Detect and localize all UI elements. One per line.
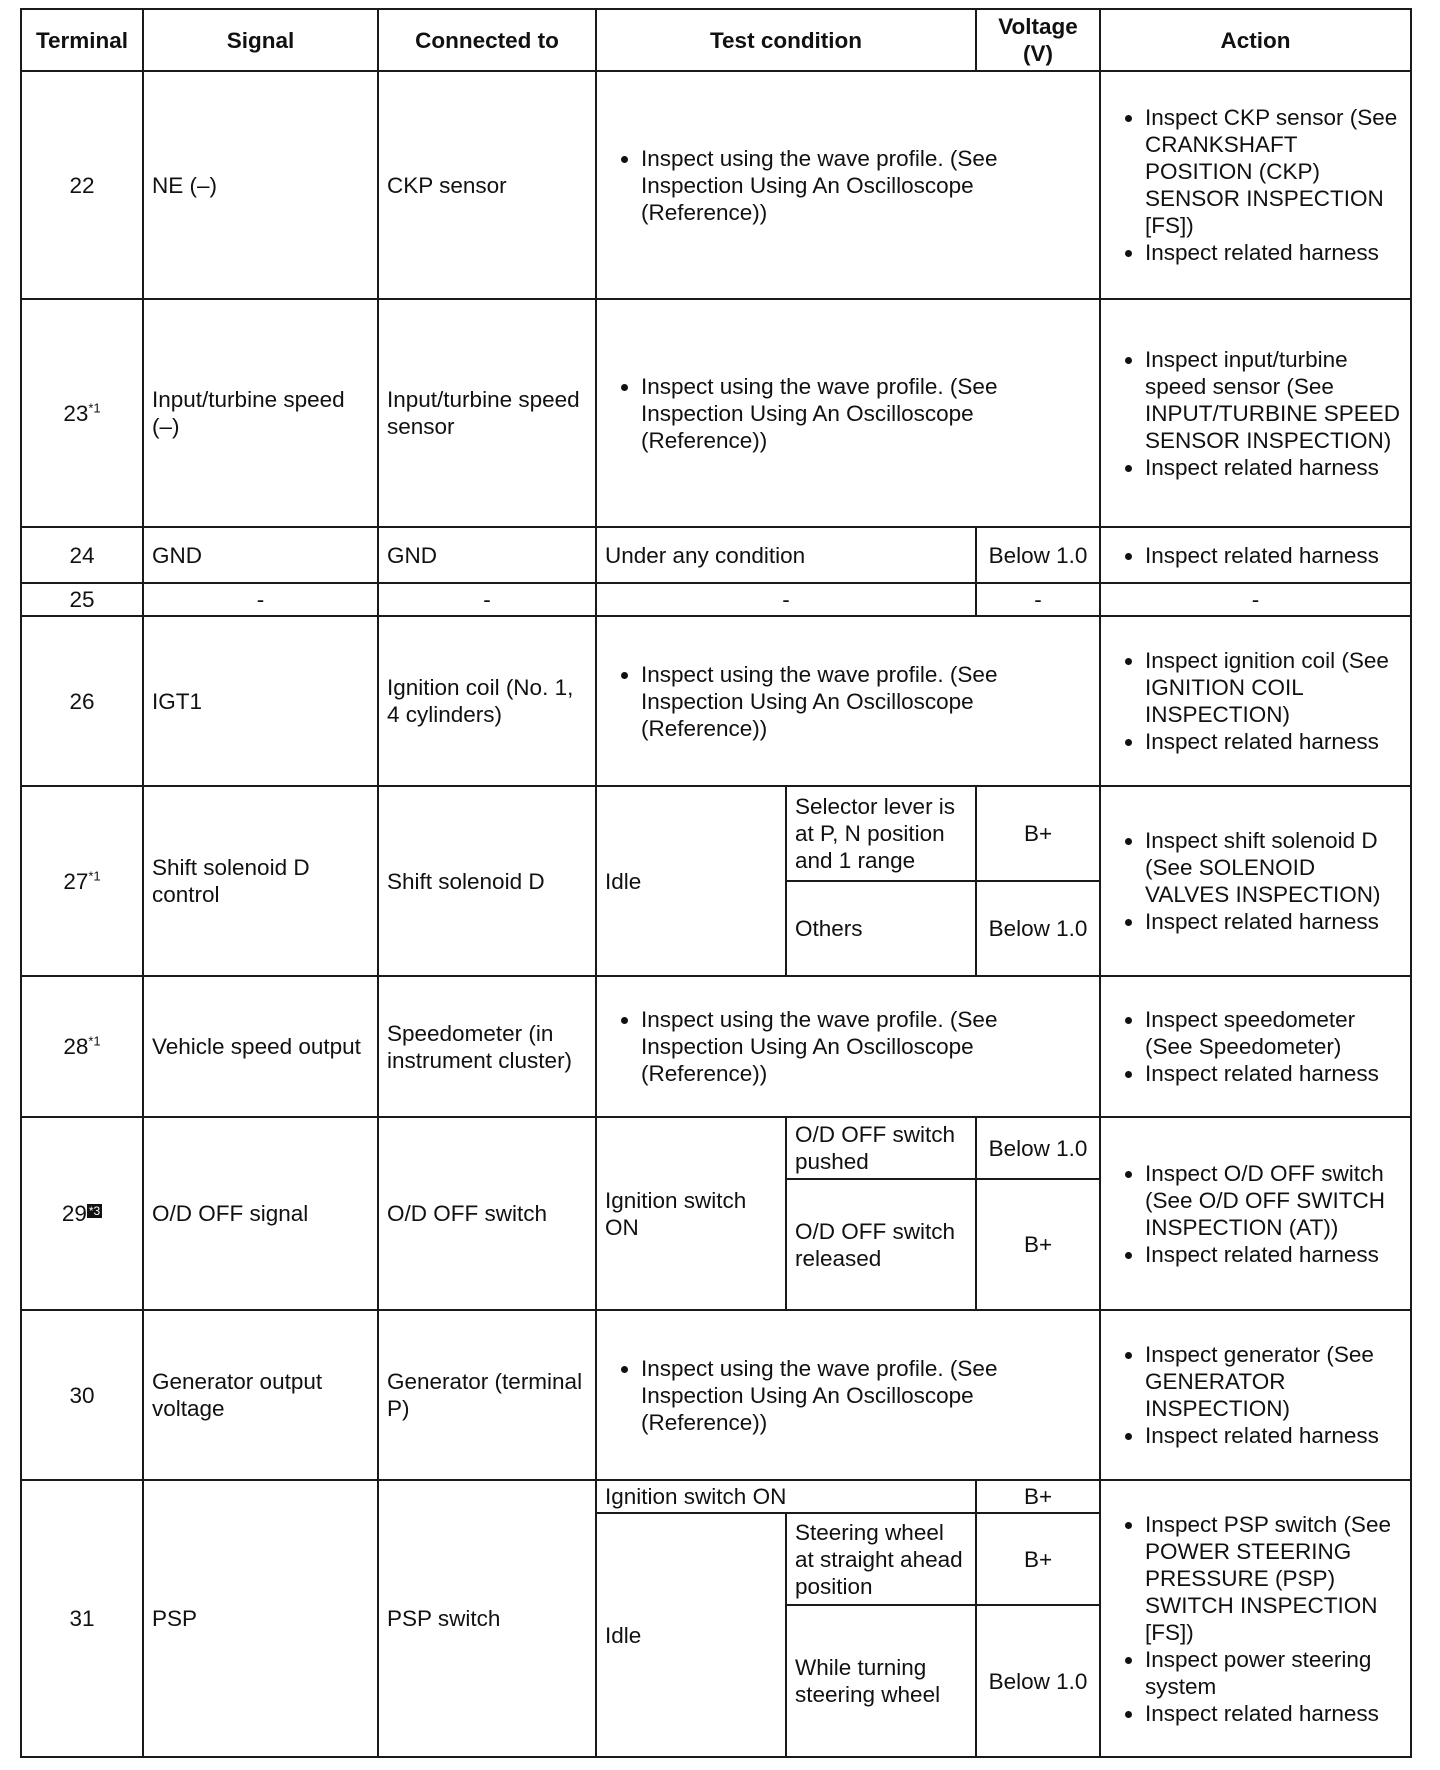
action-item: • Inspect CKP sensor (See CRANKSHAFT POSITION (CKP) SENSOR INSPECTION [FS]) xyxy=(1145,104,1402,239)
table-row xyxy=(21,583,1411,616)
test-condition-cell: - xyxy=(596,583,976,616)
voltage-cell: Below 1.0 xyxy=(976,1605,1100,1757)
action-item: • Inspect generator (See GENERATOR INSPECTION) xyxy=(1145,1341,1402,1422)
action-item: • Inspect O/D OFF switch (See O/D OFF SWITCH INSPECTION (AT)) xyxy=(1145,1160,1402,1241)
signal-cell: Shift solenoid D control xyxy=(143,786,378,976)
sub-condition-cell: While turning steering wheel xyxy=(786,1605,976,1757)
test-condition-cell: Ignition switch ON xyxy=(596,1117,786,1310)
action-item: • Inspect related harness xyxy=(1145,728,1402,755)
test-condition-cell: Ignition switch ON xyxy=(596,1480,976,1513)
action-item: • Inspect ignition coil (See IGNITION COIL INSPECTION) xyxy=(1145,647,1402,728)
table-row xyxy=(21,527,1411,583)
terminal-cell: 24 xyxy=(21,527,143,583)
action-item: • Inspect power steering system xyxy=(1145,1646,1402,1700)
header-connected-to: Connected to xyxy=(378,9,596,71)
connected-cell: Shift solenoid D xyxy=(378,786,596,976)
voltage-cell: Below 1.0 xyxy=(976,881,1100,976)
connected-cell: Ignition coil (No. 1, 4 cylinders) xyxy=(378,616,596,786)
terminal-number: 23 xyxy=(63,400,89,426)
action-item: • Inspect related harness xyxy=(1145,908,1402,935)
header-action: Action xyxy=(1100,9,1411,71)
signal-cell: IGT1 xyxy=(143,616,378,786)
test-bullet: • Inspect using the wave profile. (See Inspection Using An Oscilloscope (Reference)) xyxy=(641,145,1091,226)
test-bullet: • Inspect using the wave profile. (See Inspection Using An Oscilloscope (Reference)) xyxy=(641,373,1091,454)
action-item: • Inspect speedometer (See Speedometer) xyxy=(1145,1006,1402,1060)
table-row xyxy=(21,1117,1411,1179)
table-row xyxy=(21,1480,1411,1513)
voltage-cell: B+ xyxy=(976,1513,1100,1605)
voltage-cell: B+ xyxy=(976,786,1100,881)
connected-cell: Speedometer (in instrument cluster) xyxy=(378,976,596,1117)
action-cell xyxy=(1100,1310,1411,1480)
terminal-cell: 22 xyxy=(21,71,143,299)
connected-cell: - xyxy=(378,583,596,616)
sub-condition-cell: Selector lever is at P, N position and 1 range xyxy=(786,786,976,881)
terminal-cell xyxy=(21,299,143,527)
terminal-number: 27 xyxy=(63,868,89,894)
signal-cell: Vehicle speed output xyxy=(143,976,378,1117)
action-cell xyxy=(1100,1117,1411,1310)
signal-cell: PSP xyxy=(143,1480,378,1757)
action-cell: - xyxy=(1100,583,1411,616)
test-condition-cell: Idle xyxy=(596,1513,786,1757)
test-condition-cell xyxy=(596,71,1100,299)
header-row xyxy=(21,9,1411,71)
test-condition-cell: Idle xyxy=(596,786,786,976)
action-item: • Inspect related harness xyxy=(1145,1700,1402,1727)
action-item: • Inspect related harness xyxy=(1145,239,1402,266)
connected-cell: Input/turbine speed sensor xyxy=(378,299,596,527)
signal-cell: - xyxy=(143,583,378,616)
sub-condition-cell: O/D OFF switch released xyxy=(786,1179,976,1310)
signal-cell: Generator output voltage xyxy=(143,1310,378,1480)
test-condition-cell xyxy=(596,299,1100,527)
header-signal: Signal xyxy=(143,9,378,71)
action-item: • Inspect PSP switch (See POWER STEERING PRESSURE (PSP) SWITCH INSPECTION [FS]) xyxy=(1145,1511,1402,1646)
header-test-condition: Test condition xyxy=(596,9,976,71)
action-item: • Inspect related harness xyxy=(1145,1060,1402,1087)
signal-cell: O/D OFF signal xyxy=(143,1117,378,1310)
connected-cell: GND xyxy=(378,527,596,583)
action-item: • Inspect related harness xyxy=(1145,542,1402,569)
footnote-mark: *1 xyxy=(88,868,101,883)
footnote-mark: *1 xyxy=(88,1033,101,1049)
voltage-cell: - xyxy=(976,583,1100,616)
terminal-cell: 30 xyxy=(21,1310,143,1480)
header-terminal: Terminal xyxy=(21,9,143,71)
table-row xyxy=(21,1310,1411,1480)
table-row xyxy=(21,71,1411,299)
action-cell xyxy=(1100,527,1411,583)
test-bullet: • Inspect using the wave profile. (See Inspection Using An Oscilloscope (Reference)) xyxy=(641,1355,1091,1436)
sub-condition-cell: Others xyxy=(786,881,976,976)
connected-cell: O/D OFF switch xyxy=(378,1117,596,1310)
signal-cell: GND xyxy=(143,527,378,583)
voltage-cell: Below 1.0 xyxy=(976,527,1100,583)
voltage-cell: B+ xyxy=(976,1480,1100,1513)
action-cell xyxy=(1100,299,1411,527)
action-item: • Inspect related harness xyxy=(1145,1422,1402,1449)
signal-cell: NE (–) xyxy=(143,71,378,299)
table-row xyxy=(21,976,1411,1117)
sub-condition-cell: Steering wheel at straight ahead position xyxy=(786,1513,976,1605)
terminal-cell: 31 xyxy=(21,1480,143,1757)
test-bullet: • Inspect using the wave profile. (See Inspection Using An Oscilloscope (Reference)) xyxy=(641,1006,1091,1087)
action-item: • Inspect related harness xyxy=(1145,1241,1402,1268)
table-row xyxy=(21,299,1411,527)
table-row xyxy=(21,786,1411,881)
test-condition-cell xyxy=(596,976,1100,1117)
terminal-number: 29 xyxy=(61,1201,87,1226)
connected-cell: CKP sensor xyxy=(378,71,596,299)
test-bullet: • Inspect using the wave profile. (See Inspection Using An Oscilloscope (Reference)) xyxy=(641,661,1091,742)
table-row xyxy=(21,616,1411,786)
test-condition-cell: Under any condition xyxy=(596,527,976,583)
voltage-cell: B+ xyxy=(976,1179,1100,1310)
terminal-cell xyxy=(21,786,143,976)
test-condition-cell xyxy=(596,1310,1100,1480)
action-item: • Inspect input/turbine speed sensor (See INPUT/TURBINE SPEED SENSOR INSPECTION) xyxy=(1145,346,1402,454)
terminal-number: 28 xyxy=(63,1034,89,1059)
terminal-cell: 26 xyxy=(21,616,143,786)
test-condition-cell xyxy=(596,616,1100,786)
connected-cell: PSP switch xyxy=(378,1480,596,1757)
action-cell xyxy=(1100,71,1411,299)
action-cell xyxy=(1100,786,1411,976)
footnote-mark: *1 xyxy=(88,400,101,415)
action-item: • Inspect related harness xyxy=(1145,454,1402,481)
action-item: • Inspect shift solenoid D (See SOLENOID VALVES INSPECTION) xyxy=(1145,827,1402,908)
header-voltage: Voltage (V) xyxy=(976,9,1100,71)
voltage-cell: Below 1.0 xyxy=(976,1117,1100,1179)
terminal-cell xyxy=(21,976,143,1117)
connected-cell: Generator (terminal P) xyxy=(378,1310,596,1480)
terminal-voltage-table xyxy=(20,8,1412,1758)
action-cell xyxy=(1100,976,1411,1117)
signal-cell: Input/turbine speed (–) xyxy=(143,299,378,527)
terminal-cell: 25 xyxy=(21,583,143,616)
footnote-mark: *3 xyxy=(88,1204,101,1218)
terminal-cell xyxy=(21,1117,143,1310)
action-cell xyxy=(1100,616,1411,786)
action-cell xyxy=(1100,1480,1411,1757)
sub-condition-cell: O/D OFF switch pushed xyxy=(786,1117,976,1179)
